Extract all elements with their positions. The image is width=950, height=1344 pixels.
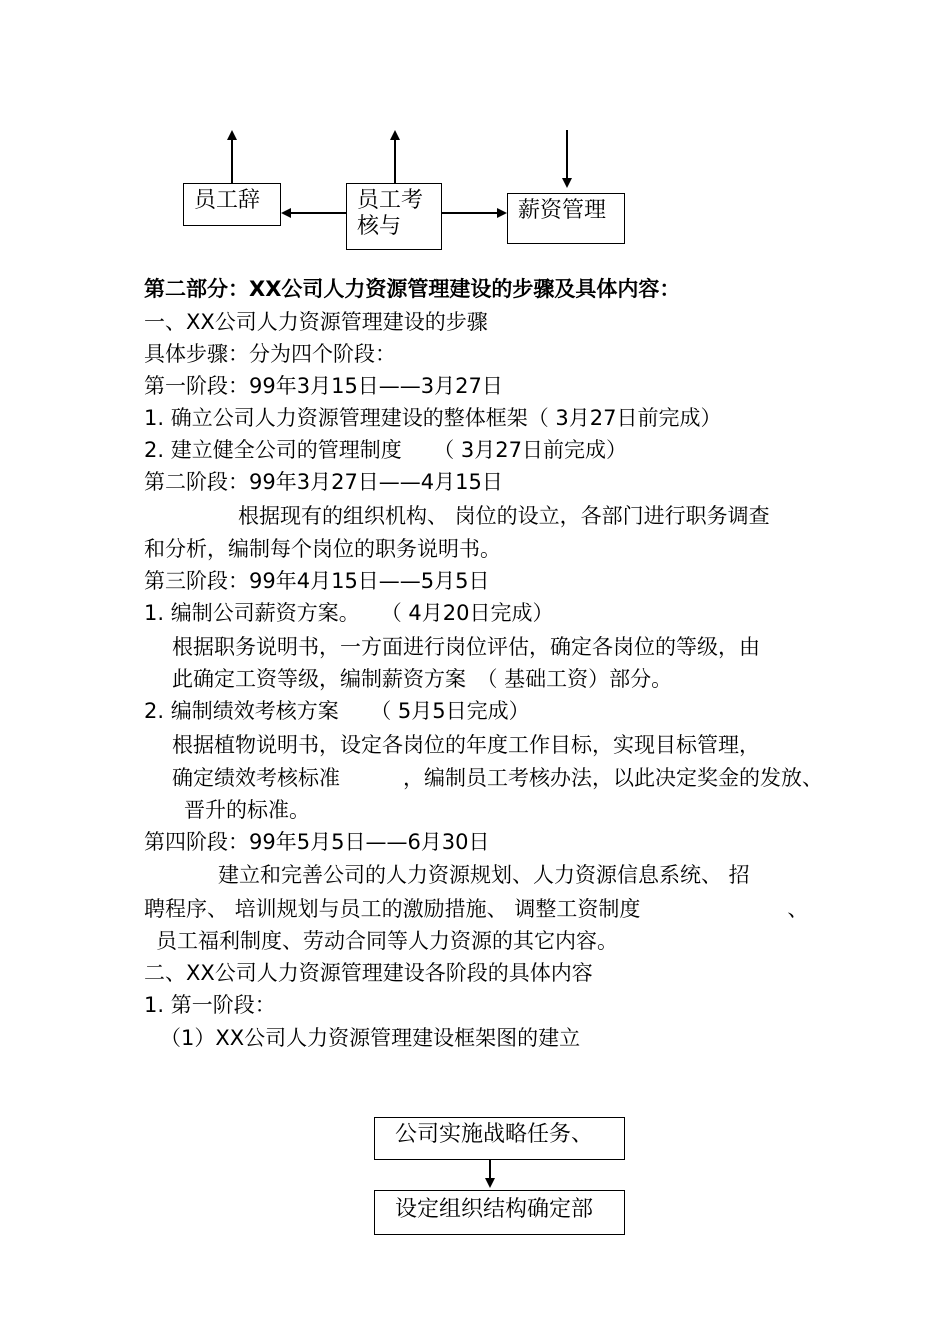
box-strategy-task (374, 1117, 625, 1160)
arrow-down-head (485, 1178, 495, 1188)
arrow-up-left-head (227, 130, 237, 140)
text-line-1: 一、XX公司人力资源管理建设的步骤 (144, 310, 488, 334)
arrow-up-left-shaft (231, 140, 233, 183)
text-line-15: 确定绩效考核标准 ，编制员工考核办法，以此决定奖金的发放、 (172, 766, 823, 790)
box-salary-management (507, 193, 625, 244)
text-line-13: 2. 编制绩效考核方案 （ 5月5日完成） (144, 699, 530, 723)
arrow-left-head (281, 208, 291, 218)
arrow-down-right-shaft (566, 130, 568, 178)
box-org-structure (374, 1190, 625, 1235)
box-employee-resign (183, 183, 281, 226)
text-line-16: 晋升的标准。 (184, 798, 310, 822)
text-line-7: 根据现有的组织机构、 岗位的设立，各部门进行职务调查 (238, 504, 770, 528)
arrow-left-shaft (291, 212, 346, 214)
text-line-19: 聘程序、 培训规划与员工的激励措施、 调整工资制度 、 (144, 897, 809, 921)
text-line-20: 员工福利制度、劳动合同等人力资源的其它内容。 (156, 929, 618, 953)
text-line-3: 第一阶段：99年3月15日——3月27日 (144, 374, 503, 398)
arrow-right-shaft (442, 212, 497, 214)
text-line-14: 根据植物说明书，设定各岗位的年度工作目标，实现目标管理， (172, 733, 760, 757)
text-line-22: 1. 第一阶段： (144, 993, 276, 1017)
text-line-23: （1）XX公司人力资源管理建设框架图的建立 (160, 1026, 581, 1050)
text-line-8: 和分析，编制每个岗位的职务说明书。 (144, 537, 501, 561)
box-employee-resign-label: 员工辞 (194, 188, 261, 213)
text-line-5: 2. 建立健全公司的管理制度 （ 3月27日前完成） (144, 438, 627, 462)
box-salary-management-label: 薪资管理 (518, 198, 607, 223)
box-employee-assessment-label: 员工考核与 (357, 188, 424, 239)
box-org-structure-label: 设定组织结构确定部 (395, 1197, 594, 1222)
box-employee-assessment (346, 183, 442, 250)
text-line-12: 此确定工资等级，编制薪资方案 （ 基础工资）部分。 (172, 667, 673, 691)
arrow-up-mid-head (390, 130, 400, 140)
text-line-2: 具体步骤：分为四个阶段： (144, 342, 396, 366)
text-line-21: 二、XX公司人力资源管理建设各阶段的具体内容 (144, 961, 593, 985)
arrow-up-mid-shaft (394, 140, 396, 183)
box-strategy-task-label: 公司实施战略任务、 (395, 1122, 594, 1147)
text-line-11: 根据职务说明书，一方面进行岗位评估，确定各岗位的等级，由 (172, 635, 760, 659)
text-line-4: 1. 确立公司人力资源管理建设的整体框架（ 3月27日前完成） (144, 406, 722, 430)
arrow-down-right-head (562, 178, 572, 188)
section-heading: 第二部分：XX公司人力资源管理建设的步骤及具体内容： (144, 277, 681, 301)
arrow-down-shaft (489, 1160, 491, 1180)
text-line-9: 第三阶段：99年4月15日——5月5日 (144, 569, 490, 593)
arrow-right-head (497, 208, 507, 218)
text-line-6: 第二阶段：99年3月27日——4月15日 (144, 470, 503, 494)
text-line-18: 建立和完善公司的人力资源规划、人力资源信息系统、 招 (218, 863, 750, 887)
text-line-17: 第四阶段：99年5月5日——6月30日 (144, 830, 490, 854)
text-line-10: 1. 编制公司薪资方案。 （ 4月20日完成） (144, 601, 554, 625)
